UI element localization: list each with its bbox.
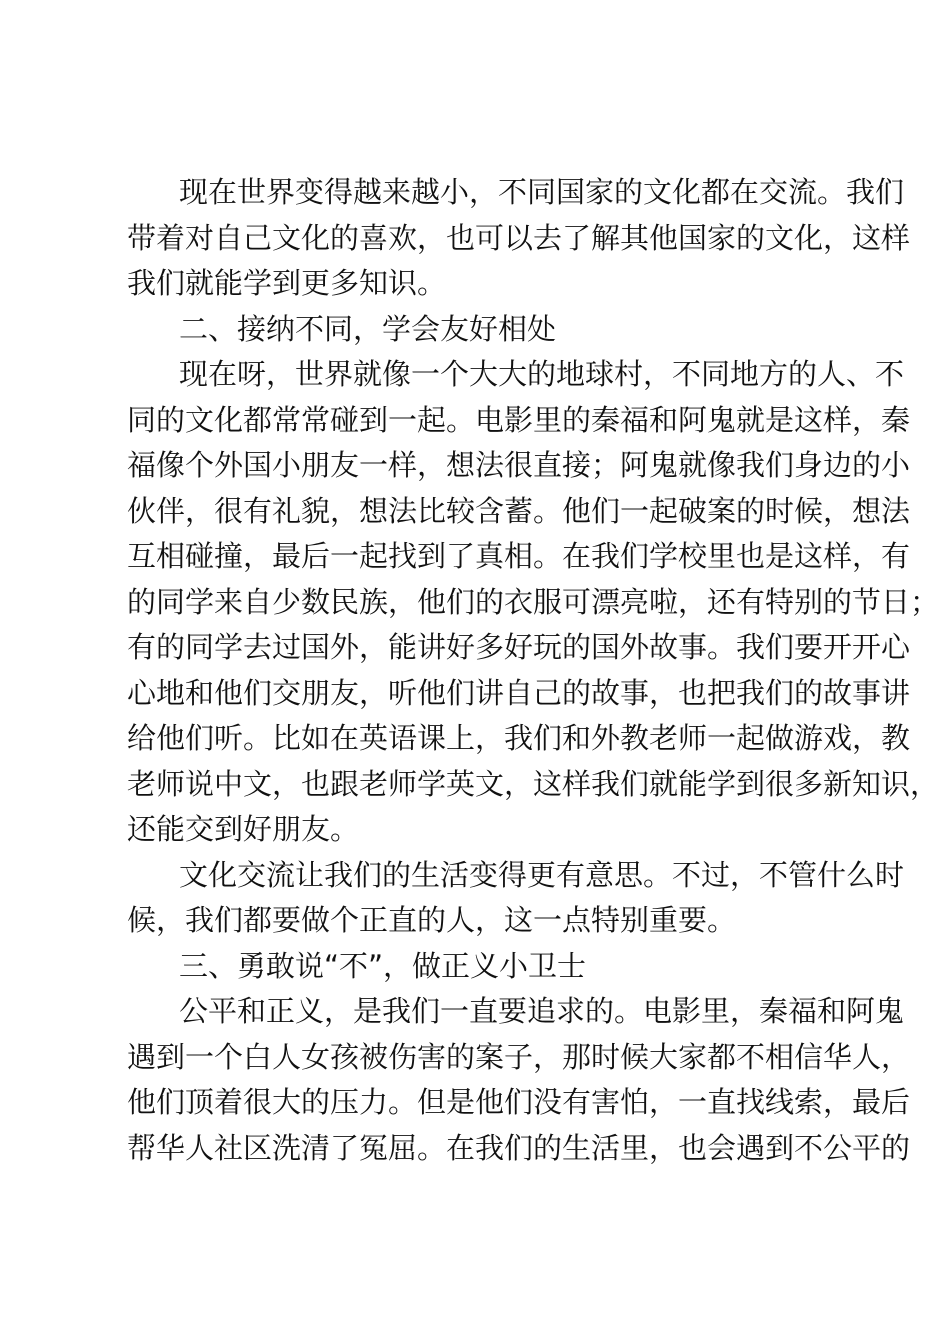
text-line: 老师说中文，也跟老师学英文，这样我们就能学到很多新知识，	[127, 766, 940, 801]
text-line: 文化交流让我们的生活变得更有意思。不过，不管什么时	[179, 857, 905, 892]
document-body	[127, 170, 940, 1171]
text-line: 给他们听。比如在英语课上，我们和外教老师一起做游戏，教	[127, 721, 911, 755]
text-line: 伙伴，很有礼貌，想法比较含蓄。他们一起破案的时候，想法	[127, 493, 911, 528]
text-line: 候，我们都要做个正直的人，这一点特别重要。	[127, 903, 737, 937]
text-line: 现在世界变得越来越小，不同国家的文化都在交流。我们	[179, 175, 905, 209]
text-line: 互相碰撞，最后一起找到了真相。在我们学校里也是这样，有	[127, 539, 911, 573]
section-heading: 三、勇敢说“不”，做正义小卫士	[179, 948, 587, 983]
text-line: 他们顶着很大的压力。但是他们没有害怕，一直找线索，最后	[127, 1085, 911, 1119]
text-line: 遇到一个白人女孩被伤害的案子，那时候大家都不相信华人，	[127, 1039, 911, 1074]
text-line: 带着对自己文化的喜欢，也可以去了解其他国家的文化，这样	[127, 220, 911, 255]
text-line: 同的文化都常常碰到一起。电影里的秦福和阿鬼就是这样，秦	[127, 402, 911, 437]
text-line: 我们就能学到更多知识。	[127, 266, 447, 300]
text-line: 公平和正义，是我们一直要追求的。电影里，秦福和阿鬼	[179, 994, 905, 1028]
text-line: 帮华人社区洗清了冤屈。在我们的生活里，也会遇到不公平的	[127, 1130, 911, 1165]
section-heading: 二、接纳不同，学会友好相处	[179, 311, 557, 346]
text-line: 有的同学去过国外，能讲好多好玩的国外故事。我们要开开心	[127, 630, 911, 664]
text-line: 现在呀，世界就像一个大大的地球村，不同地方的人、不	[179, 357, 905, 391]
text-line: 心地和他们交朋友，听他们讲自己的故事，也把我们的故事讲	[127, 675, 911, 710]
text-line: 还能交到好朋友。	[127, 812, 360, 846]
text-line: 的同学来自少数民族，他们的衣服可漂亮啦，还有特别的节日；	[127, 584, 940, 619]
text-line: 福像个外国小朋友一样，想法很直接；阿鬼就像我们身边的小	[127, 448, 911, 482]
